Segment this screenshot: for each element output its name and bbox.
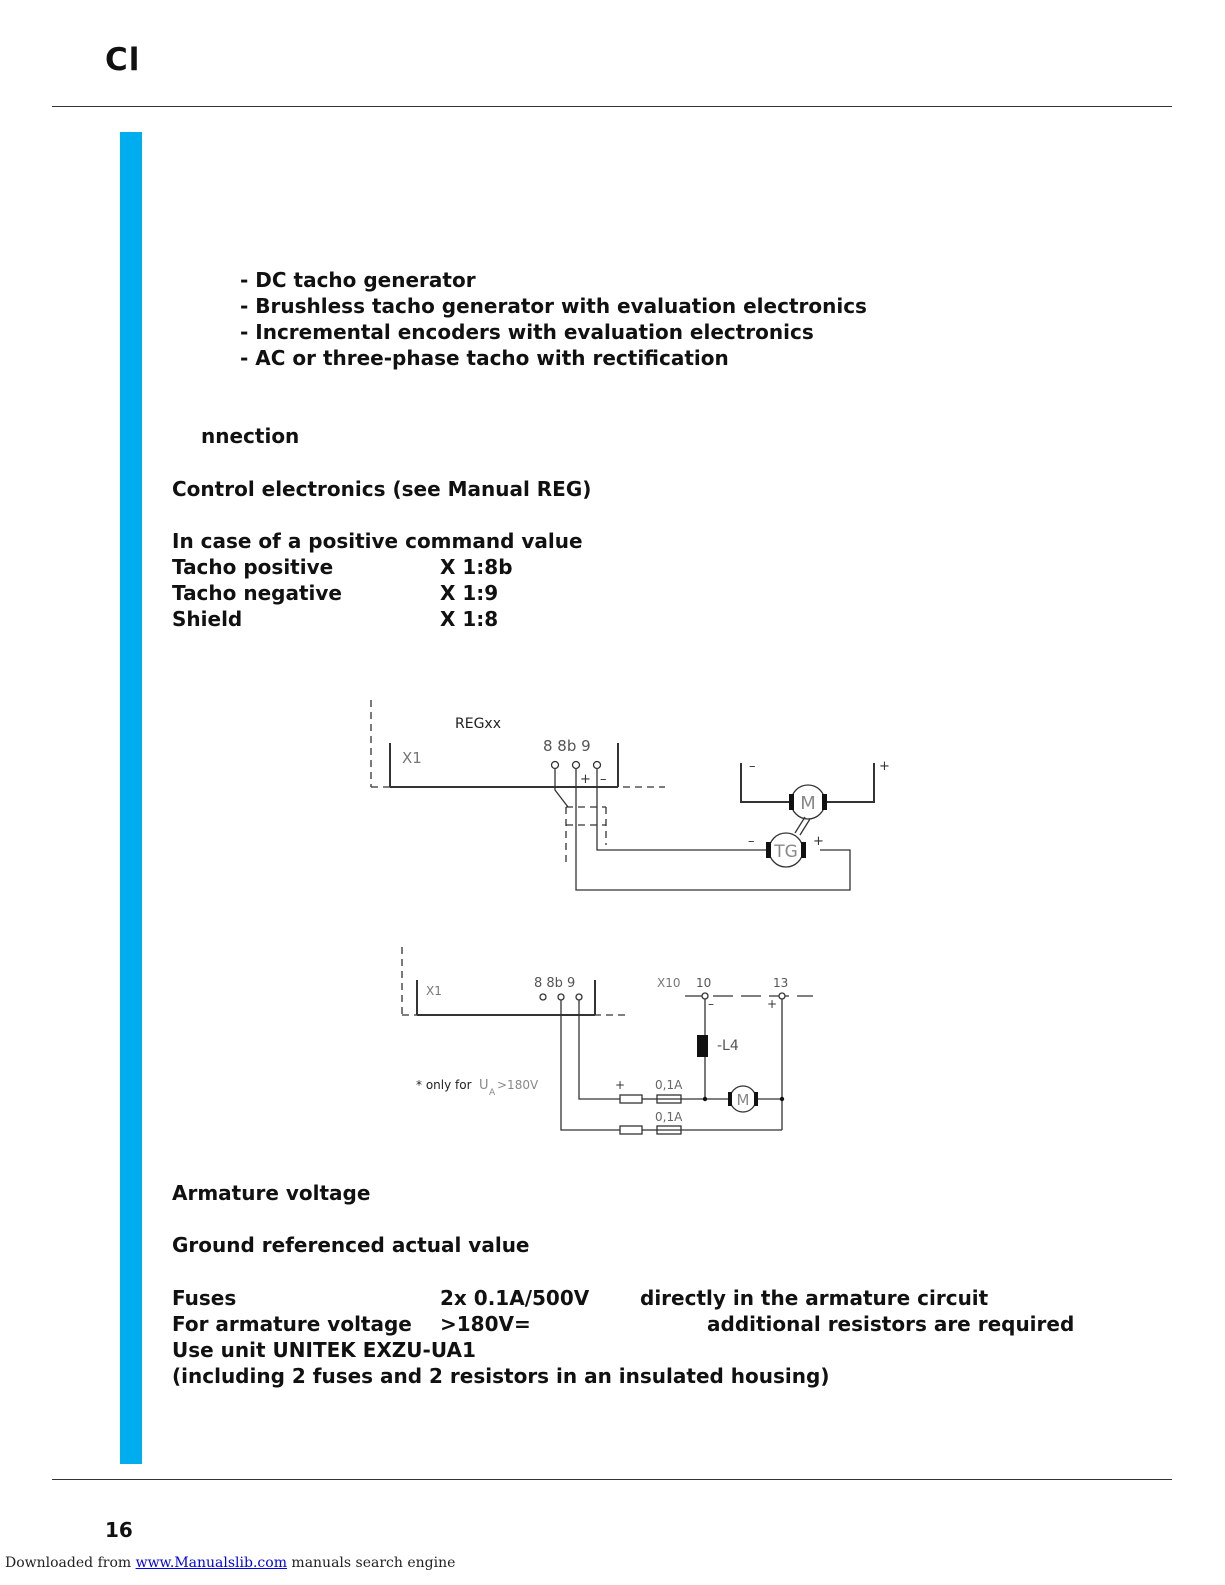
plus-sign: + bbox=[813, 834, 824, 849]
terminal-label: Tacho negative bbox=[172, 581, 342, 605]
fuse-label: 0,1A bbox=[655, 1078, 683, 1092]
fuses-label: Fuses bbox=[172, 1286, 237, 1310]
terminal-value: X 1:8 bbox=[440, 607, 499, 631]
list-item: - Incremental encoders with evaluation electronics bbox=[240, 320, 814, 344]
footer-rule bbox=[52, 1479, 1172, 1480]
fuses-note: directly in the armature circuit bbox=[640, 1286, 989, 1310]
connection-heading: nnection bbox=[201, 424, 300, 448]
minus-sign: – bbox=[708, 997, 714, 1011]
reg-label: REGxx bbox=[455, 716, 501, 732]
terminal-numbers: 8 8b 9 bbox=[543, 737, 591, 755]
terminal-label: Tacho positive bbox=[172, 555, 334, 579]
x1-label: X1 bbox=[426, 984, 442, 998]
minus-sign: – bbox=[748, 834, 755, 849]
terminal-13-label: 13 bbox=[773, 976, 789, 990]
page-header-title: Cl bbox=[105, 42, 141, 78]
only-for-note: * only for bbox=[416, 1078, 472, 1092]
plus-sign: + bbox=[580, 772, 591, 787]
list-item: - AC or three-phase tacho with rectification bbox=[240, 346, 729, 370]
terminal-10-label: 10 bbox=[696, 976, 712, 990]
plus-sign: + bbox=[615, 1078, 626, 1092]
page-number: 16 bbox=[105, 1518, 133, 1542]
armature-high-value: >180V= bbox=[440, 1312, 531, 1336]
fuses-value: 2x 0.1A/500V bbox=[440, 1286, 590, 1310]
download-footer bbox=[5, 1555, 455, 1571]
including-line: (including 2 fuses and 2 resistors in an insulated housing) bbox=[172, 1364, 830, 1388]
armature-high-label: For armature voltage bbox=[172, 1312, 412, 1336]
minus-sign: – bbox=[600, 772, 607, 787]
control-electronics-text: Control electronics (see Manual REG) bbox=[172, 477, 592, 501]
armature-voltage-diagram bbox=[395, 945, 825, 1140]
armature-voltage-heading: Armature voltage bbox=[172, 1181, 371, 1205]
unitek-line: Use unit UNITEK EXZU-UA1 bbox=[172, 1338, 476, 1362]
footer-prefix: Downloaded from bbox=[5, 1555, 136, 1571]
manualslib-link[interactable]: www.Manualslib.com bbox=[135, 1555, 287, 1571]
header-rule bbox=[52, 106, 1172, 107]
terminal-label: Shield bbox=[172, 607, 243, 631]
terminal-value: X 1:9 bbox=[440, 581, 499, 605]
fuse-label: 0,1A bbox=[655, 1110, 683, 1124]
plus-sign: + bbox=[767, 997, 778, 1011]
plus-sign: + bbox=[879, 759, 890, 774]
list-item: - DC tacho generator bbox=[240, 268, 476, 292]
section-marker-bar bbox=[120, 132, 142, 1464]
motor-symbol: M bbox=[736, 1091, 750, 1109]
list-item: - Brushless tacho generator with evaluation electronics bbox=[240, 294, 867, 318]
terminal-value: X 1:8b bbox=[440, 555, 513, 579]
ground-referenced-text: Ground referenced actual value bbox=[172, 1233, 530, 1257]
x10-label: X10 bbox=[657, 976, 681, 990]
tacho-connection-diagram bbox=[360, 695, 900, 900]
motor-symbol: M bbox=[800, 793, 816, 814]
minus-sign: – bbox=[749, 759, 756, 774]
tacho-generator-symbol: TG bbox=[774, 842, 798, 862]
armature-high-note: additional resistors are required bbox=[707, 1312, 1075, 1336]
x1-label: X1 bbox=[402, 749, 422, 767]
relay-label: -L4 bbox=[717, 1038, 739, 1054]
terminal-numbers: 8 8b 9 bbox=[534, 976, 576, 991]
footer-suffix: manuals search engine bbox=[286, 1555, 456, 1571]
ua-symbol: U bbox=[479, 1078, 489, 1093]
ua-condition: >180V bbox=[497, 1078, 539, 1092]
ua-subscript: A bbox=[489, 1088, 496, 1098]
positive-command-text: In case of a positive command value bbox=[172, 529, 583, 553]
